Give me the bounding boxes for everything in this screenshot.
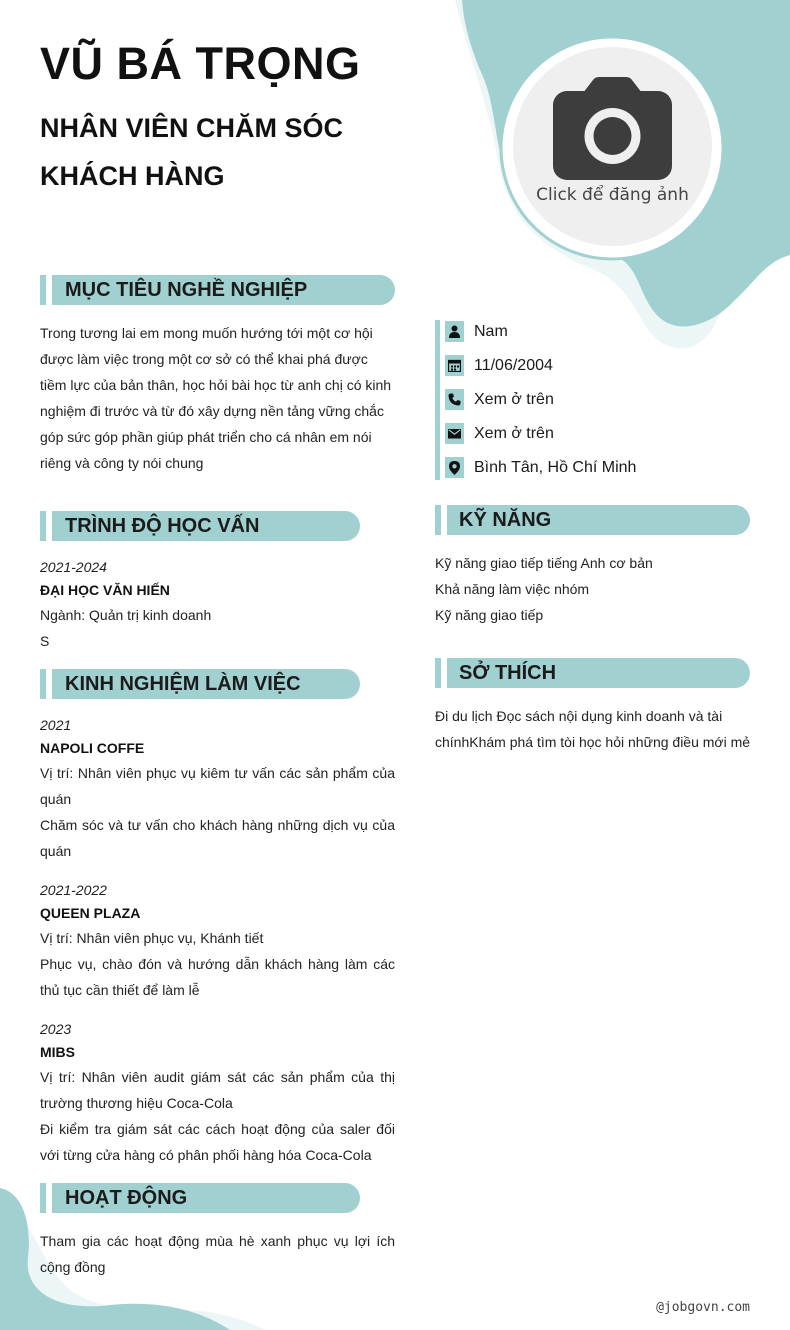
personal-info-panel bbox=[435, 320, 755, 480]
info-value: Nam bbox=[474, 323, 508, 340]
experience-entry bbox=[40, 879, 395, 1003]
entry-organization: MIBS bbox=[40, 1044, 75, 1060]
hobbies-text: Đi du lịch Đọc sách nội dụng kinh doanh và tài chínhKhám phá tìm tòi học hỏi những điều mới mẻ bbox=[435, 708, 751, 750]
entry-line: Phục vụ, chào đón và hướng dẫn khách hàng làm các thủ tục cần thiết để làm lễ bbox=[40, 956, 395, 998]
activities-text: Tham gia các hoạt động mùa hè xanh phục vụ lợi ích cộng đồng bbox=[40, 1233, 395, 1275]
section-objective-header bbox=[40, 275, 395, 305]
entry-date: 2021 bbox=[40, 717, 72, 733]
section-title: SỞ THÍCH bbox=[459, 662, 557, 684]
entry-line: Đi kiểm tra giám sát các cách hoạt động của saler đối với từng cửa hàng có phân phối hàng hóa Coca-Cola bbox=[40, 1121, 395, 1163]
section-title: TRÌNH ĐỘ HỌC VẤN bbox=[65, 515, 260, 537]
entry-line: Vị trí: Nhân viên phục vụ kiêm tư vấn các sản phẩm của quán bbox=[40, 765, 395, 807]
entry-organization: NAPOLI COFFE bbox=[40, 740, 145, 756]
photo-upload-button[interactable] bbox=[513, 47, 712, 246]
brand-watermark: @jobgovn.com bbox=[656, 1300, 750, 1315]
info-value: Xem ở trên bbox=[474, 425, 554, 442]
entry-line: Chăm sóc và tư vấn cho khách hàng những dịch vụ của quán bbox=[40, 817, 395, 859]
entry-organization: ĐẠI HỌC VĂN HIẾN bbox=[40, 582, 170, 598]
skill-item: Kỹ năng giao tiếp tiếng Anh cơ bản bbox=[435, 555, 653, 571]
phone-icon bbox=[445, 389, 464, 410]
section-title: KINH NGHIỆM LÀM VIỆC bbox=[65, 673, 301, 695]
skill-item: Khả năng làm việc nhóm bbox=[435, 581, 590, 597]
mail-icon bbox=[445, 423, 464, 444]
entry-date: 2021-2022 bbox=[40, 882, 107, 898]
info-value: Xem ở trên bbox=[474, 391, 554, 408]
photo-upload-label: Click để đăng ảnh bbox=[536, 185, 689, 205]
entry-line: Vị trí: Nhân viên audit giám sát các sản phẩm của thị trường thương hiệu Coca-Cola bbox=[40, 1069, 395, 1111]
info-value: 11/06/2004 bbox=[474, 357, 553, 374]
entry-date: 2021-2024 bbox=[40, 559, 107, 575]
entry-organization: QUEEN PLAZA bbox=[40, 905, 141, 921]
candidate-name: VŨ BÁ TRỌNG bbox=[40, 38, 361, 89]
section-title: MỤC TIÊU NGHỀ NGHIỆP bbox=[65, 279, 308, 301]
experience-entry bbox=[40, 714, 395, 864]
info-value: Bình Tân, Hồ Chí Minh bbox=[474, 459, 637, 476]
calendar-icon bbox=[445, 355, 464, 376]
education-entry bbox=[40, 556, 395, 654]
section-hobbies-header bbox=[435, 658, 750, 688]
experience-entry bbox=[40, 1018, 395, 1168]
section-skills-header bbox=[435, 505, 750, 535]
section-title: HOẠT ĐỘNG bbox=[65, 1187, 188, 1209]
section-title: KỸ NĂNG bbox=[459, 509, 552, 531]
section-experience-header bbox=[40, 669, 360, 699]
info-divider bbox=[435, 320, 440, 480]
person-icon bbox=[445, 321, 464, 342]
camera-icon bbox=[553, 77, 672, 180]
job-title: NHÂN VIÊN CHĂM SÓC KHÁCH HÀNG bbox=[40, 113, 344, 191]
entry-date: 2023 bbox=[40, 1021, 72, 1037]
section-activities-header bbox=[40, 1183, 360, 1213]
skill-item: Kỹ năng giao tiếp bbox=[435, 607, 544, 623]
section-education-header bbox=[40, 511, 360, 541]
entry-line: Vị trí: Nhân viên phục vụ, Khánh tiết bbox=[40, 930, 264, 946]
entry-line: Ngành: Quản trị kinh doanh bbox=[40, 607, 212, 623]
skills-list bbox=[435, 550, 755, 628]
objective-text: Trong tương lai em mong muốn hướng tới một cơ hội được làm việc trong một cơ sở có thể khai phá được tiềm lực của bản thân, học hỏi bài học từ anh chị có kinh nghiệm đi trước và từ đó xây dựng nền tảng vững chắc góp sức góp phần giúp phát triển cho cá nhân em nói riêng và công ty nói chung bbox=[40, 325, 392, 471]
entry-line: S bbox=[40, 633, 50, 649]
location-icon bbox=[445, 457, 464, 478]
